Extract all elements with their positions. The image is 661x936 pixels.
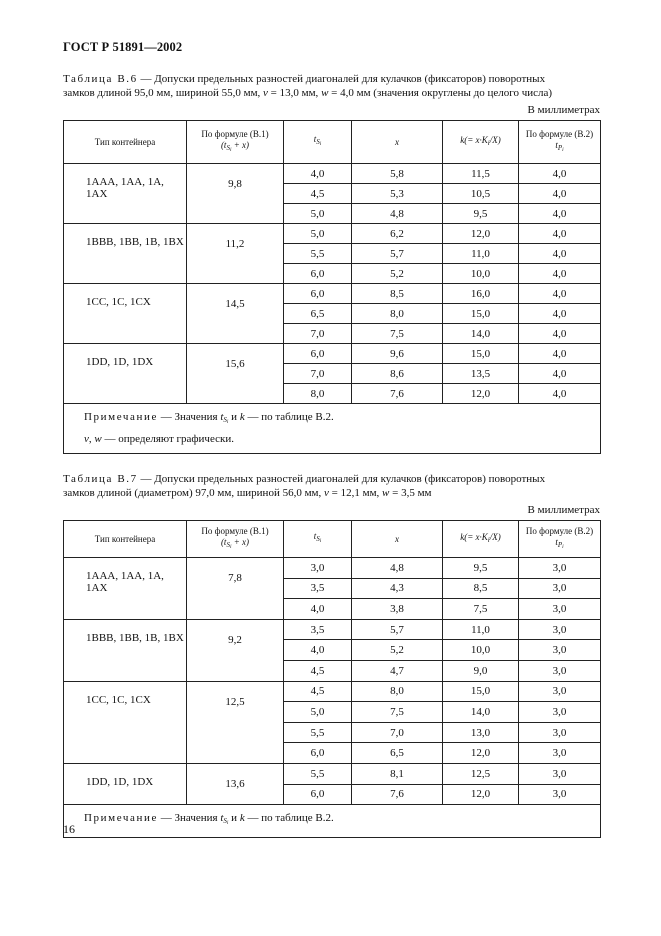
container-type-cell: 1AAA, 1AA, 1A, 1AX (64, 164, 187, 224)
container-type-cell: 1CC, 1C, 1CX (64, 284, 187, 344)
x-cell: 6,2 (352, 224, 443, 244)
caption-symbol-v: v (263, 87, 268, 99)
ts-cell: 5,0 (284, 204, 352, 224)
col-header-formula2 (519, 121, 601, 164)
x-cell: 8,5 (352, 284, 443, 304)
formula1-cell: 13,6 (187, 763, 284, 804)
x-cell: 3,8 (352, 599, 443, 620)
ts-cell: 4,5 (284, 681, 352, 702)
header-text: k(= x·K (460, 135, 488, 145)
x-cell: 7,5 (352, 702, 443, 723)
header-sub: i (562, 543, 564, 550)
header-sub: S (226, 540, 230, 549)
ts-cell: 6,0 (284, 743, 352, 764)
ts-cell: 4,0 (284, 640, 352, 661)
formula2-cell: 4,0 (519, 324, 601, 344)
formula2-cell: 4,0 (519, 384, 601, 404)
formula1-cell: 15,6 (187, 344, 284, 404)
note-text: , (88, 433, 95, 445)
header-text: + x) (231, 139, 250, 150)
formula2-cell: 3,0 (519, 599, 601, 620)
table-b6 (63, 120, 601, 454)
x-cell: 5,8 (352, 164, 443, 184)
ts-cell: 7,0 (284, 364, 352, 384)
k-cell: 15,0 (443, 681, 519, 702)
x-cell: 7,5 (352, 324, 443, 344)
formula1-cell: 9,2 (187, 619, 284, 681)
col-header-ts (284, 521, 352, 558)
ts-cell: 5,5 (284, 763, 352, 784)
container-type-cell: 1AAA, 1AA, 1A, 1AX (64, 558, 187, 620)
note-symbol: t (220, 812, 224, 825)
x-cell: 7,0 (352, 722, 443, 743)
ts-cell: 6,0 (284, 344, 352, 364)
caption-text: замков длиной 95,0 мм, шириной 55,0 мм, (63, 87, 264, 99)
k-cell: 14,0 (443, 702, 519, 723)
x-cell: 4,3 (352, 578, 443, 599)
header-text: По формуле (В.2) (525, 128, 594, 139)
header-text: /X) (489, 135, 501, 145)
k-cell: 11,5 (443, 164, 519, 184)
col-header-formula1 (187, 521, 284, 558)
page-number: 16 (63, 822, 75, 836)
header-text: t (313, 531, 317, 541)
note-text: — по таблице В.2. (244, 812, 334, 825)
ts-cell: 6,0 (284, 264, 352, 284)
x-cell: 7,6 (352, 784, 443, 805)
table1-note-row (64, 404, 601, 454)
note-symbol: k (239, 812, 245, 825)
container-type-cell: 1DD, 1D, 1DX (64, 763, 187, 804)
note-text: и (228, 411, 240, 423)
table2-label: Таблица В.7 (63, 473, 138, 485)
formula2-cell: 3,0 (519, 578, 601, 599)
header-text: + x) (231, 536, 250, 547)
table1-note (64, 404, 601, 454)
ts-cell: 6,0 (284, 784, 352, 805)
formula2-cell: 3,0 (519, 722, 601, 743)
col-header-x: x (352, 121, 443, 164)
formula2-cell: 4,0 (519, 364, 601, 384)
header-sub: i (487, 139, 490, 147)
k-cell: 10,5 (443, 184, 519, 204)
table1-caption (63, 72, 600, 86)
x-cell: 5,3 (352, 184, 443, 204)
header-sub: P (557, 540, 563, 549)
container-type-cell: 1BBB, 1BB, 1B, 1BX (64, 224, 187, 284)
note-sub: S (223, 416, 227, 424)
caption-text: = 13,0 мм, (267, 87, 322, 99)
x-cell: 6,5 (352, 743, 443, 764)
header-text: /X) (489, 532, 501, 542)
k-cell: 12,0 (443, 384, 519, 404)
x-cell: 8,0 (352, 304, 443, 324)
col-header-type: Тип контейнера (64, 521, 187, 558)
k-cell: 10,0 (443, 640, 519, 661)
caption-text: = 12,1 мм, (328, 487, 383, 499)
col-header-formula1 (187, 121, 284, 164)
x-cell: 4,8 (352, 558, 443, 579)
k-cell: 9,0 (443, 660, 519, 681)
formula2-cell: 4,0 (519, 204, 601, 224)
header-text: По формуле (В.1) (201, 128, 269, 139)
k-cell: 9,5 (443, 558, 519, 579)
header-sub: i (319, 141, 322, 147)
ts-cell: 3,5 (284, 619, 352, 640)
container-type-cell: 1CC, 1C, 1CX (64, 681, 187, 763)
formula2-cell: 4,0 (519, 304, 601, 324)
x-cell: 4,8 (352, 204, 443, 224)
table1-label: Таблица В.6 (63, 73, 138, 85)
k-cell: 12,0 (443, 784, 519, 805)
k-cell: 15,0 (443, 344, 519, 364)
table-row (64, 619, 601, 640)
k-cell: 12,5 (443, 763, 519, 784)
col-header-ts (284, 121, 352, 164)
header-sub: S (316, 535, 320, 543)
note-symbol: k (239, 411, 245, 423)
table-row (64, 224, 601, 244)
header-text: (t (220, 139, 227, 150)
formula2-cell: 4,0 (519, 164, 601, 184)
caption-text: замков длиной (диаметром) 97,0 мм, шириной 56,0 мм, (63, 487, 325, 499)
ts-cell: 3,0 (284, 558, 352, 579)
col-header-type: Тип контейнера (64, 121, 187, 164)
formula2-cell: 3,0 (519, 763, 601, 784)
formula2-cell: 4,0 (519, 224, 601, 244)
table2-caption-text: — Допуски предельных разностей диагоналей для кулачков (фиксаторов) поворотных (137, 473, 546, 485)
formula2-cell: 3,0 (519, 784, 601, 805)
col-header-k (443, 121, 519, 164)
k-cell: 15,0 (443, 304, 519, 324)
ts-cell: 6,0 (284, 284, 352, 304)
formula2-cell: 4,0 (519, 184, 601, 204)
col-header-x: x (352, 521, 443, 558)
x-cell: 8,0 (352, 681, 443, 702)
note-sub: i (226, 820, 229, 827)
caption-symbol-w: w (382, 487, 390, 499)
formula2-cell: 4,0 (519, 244, 601, 264)
ts-cell: 4,5 (284, 184, 352, 204)
table-row (64, 284, 601, 304)
table-b7 (63, 520, 601, 838)
table2-note-row (64, 805, 601, 838)
caption-symbol-w: w (321, 87, 329, 99)
note-label: Примечание (84, 411, 158, 423)
x-cell: 7,6 (352, 384, 443, 404)
x-cell: 4,7 (352, 660, 443, 681)
note-text: — Значения (157, 411, 221, 423)
header-sub: i (487, 536, 490, 544)
ts-cell: 7,0 (284, 324, 352, 344)
ts-cell: 8,0 (284, 384, 352, 404)
ts-cell: 5,5 (284, 722, 352, 743)
note-sub: i (226, 419, 229, 425)
k-cell: 16,0 (443, 284, 519, 304)
k-cell: 9,5 (443, 204, 519, 224)
formula1-cell: 7,8 (187, 558, 284, 620)
k-cell: 11,0 (443, 244, 519, 264)
header-sub: i (562, 146, 564, 153)
k-cell: 7,5 (443, 599, 519, 620)
formula2-cell: 4,0 (519, 264, 601, 284)
ts-cell: 5,5 (284, 244, 352, 264)
k-cell: 13,0 (443, 722, 519, 743)
table1-units: В миллиметрах (527, 104, 600, 116)
header-sub: i (229, 146, 232, 153)
caption-text: = 4,0 мм (значения округлены до целого числа) (328, 87, 553, 99)
ts-cell: 6,5 (284, 304, 352, 324)
note-text: и (228, 812, 240, 825)
header-text: t (555, 536, 558, 547)
formula2-cell: 4,0 (519, 284, 601, 304)
formula2-cell: 3,0 (519, 702, 601, 723)
x-cell: 5,7 (352, 244, 443, 264)
formula1-cell: 9,8 (187, 164, 284, 224)
formula2-cell: 3,0 (519, 681, 601, 702)
k-cell: 10,0 (443, 264, 519, 284)
formula1-cell: 14,5 (187, 284, 284, 344)
table-header-row (64, 521, 601, 558)
caption-text: = 3,5 мм (389, 487, 432, 499)
k-cell: 12,0 (443, 743, 519, 764)
table-row (64, 164, 601, 184)
container-type-cell: 1BBB, 1BB, 1B, 1BX (64, 619, 187, 681)
formula2-cell: 3,0 (519, 640, 601, 661)
note-text: — по таблице В.2. (244, 411, 334, 423)
k-cell: 12,0 (443, 224, 519, 244)
note-symbol: w (94, 433, 102, 445)
header-sub: S (226, 143, 230, 152)
header-sub: S (316, 138, 320, 146)
col-header-formula2 (519, 521, 601, 558)
header-text: t (313, 134, 317, 144)
note-text: — Значения (157, 812, 221, 825)
header-text: По формуле (В.2) (525, 525, 594, 536)
header-text: (t (220, 536, 227, 547)
caption-symbol-v: v (324, 487, 329, 499)
table-row (64, 763, 601, 784)
table2-caption (63, 472, 600, 486)
container-type-cell: 1DD, 1D, 1DX (64, 344, 187, 404)
note-sub: S (223, 817, 227, 826)
formula1-cell: 11,2 (187, 224, 284, 284)
note-label: Примечание (84, 812, 158, 825)
table-row (64, 558, 601, 579)
x-cell: 5,7 (352, 619, 443, 640)
table-header-row (64, 121, 601, 164)
table2-caption-line2 (63, 486, 600, 500)
document-page (63, 40, 600, 838)
formula2-cell: 3,0 (519, 743, 601, 764)
header-sub: i (229, 543, 232, 550)
table-row (64, 681, 601, 702)
table2-units: В миллиметрах (527, 504, 600, 516)
x-cell: 8,6 (352, 364, 443, 384)
note-symbol: v (84, 433, 89, 445)
header-text: По формуле (В.1) (201, 525, 269, 536)
ts-cell: 3,5 (284, 578, 352, 599)
k-cell: 8,5 (443, 578, 519, 599)
header-sub: i (319, 538, 322, 544)
ts-cell: 4,0 (284, 164, 352, 184)
formula2-cell: 3,0 (519, 619, 601, 640)
table1-caption-line2 (63, 86, 600, 100)
note-text: — определяют графически. (101, 433, 234, 445)
formula2-cell: 4,0 (519, 344, 601, 364)
x-cell: 5,2 (352, 264, 443, 284)
k-cell: 11,0 (443, 619, 519, 640)
ts-cell: 5,0 (284, 702, 352, 723)
x-cell: 8,1 (352, 763, 443, 784)
formula1-cell: 12,5 (187, 681, 284, 763)
document-code: ГОСТ Р 51891—2002 (63, 40, 183, 54)
table1-caption-text: — Допуски предельных разностей диагоналей для кулачков (фиксаторов) поворотных (137, 73, 546, 85)
header-sub: P (557, 143, 563, 152)
formula2-cell: 3,0 (519, 558, 601, 579)
ts-cell: 5,0 (284, 224, 352, 244)
formula2-cell: 3,0 (519, 660, 601, 681)
x-cell: 5,2 (352, 640, 443, 661)
ts-cell: 4,5 (284, 660, 352, 681)
header-text: t (555, 139, 558, 150)
k-cell: 13,5 (443, 364, 519, 384)
table2-note (64, 805, 601, 838)
x-cell: 9,6 (352, 344, 443, 364)
table-row (64, 344, 601, 364)
note-symbol: t (220, 411, 224, 423)
ts-cell: 4,0 (284, 599, 352, 620)
header-text: k(= x·K (460, 532, 488, 542)
col-header-k (443, 521, 519, 558)
k-cell: 14,0 (443, 324, 519, 344)
